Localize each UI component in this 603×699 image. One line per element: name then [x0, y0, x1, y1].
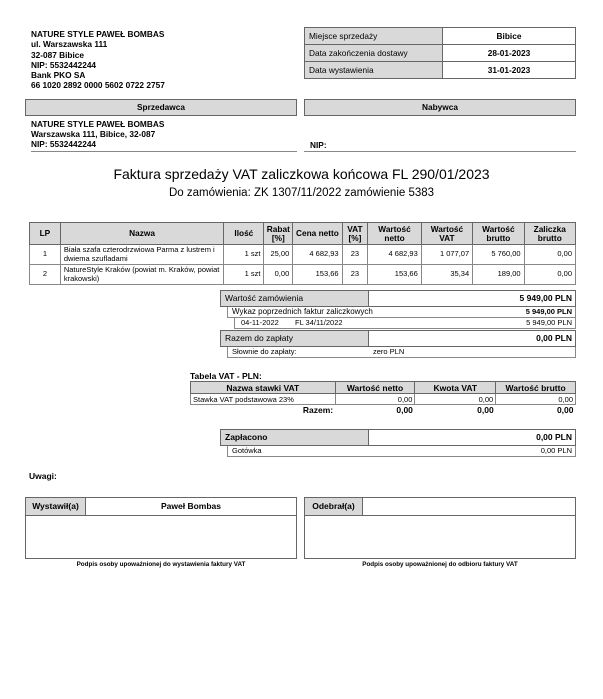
seller-bank: Bank PKO SA — [31, 70, 86, 81]
paid-label: Zapłacono — [221, 430, 369, 445]
seller-street: ul. Warszawska 111 — [31, 39, 108, 50]
item-qty: 1 szt — [224, 265, 264, 285]
item-net-value: 153,66 — [368, 265, 421, 285]
amount-in-words-label: Słownie do zapłaty: — [232, 347, 297, 356]
item-net-price: 153,66 — [293, 265, 342, 285]
seller-party-nip: NIP: 5532442244 — [31, 139, 97, 149]
place-of-sale-value: Bibice — [443, 28, 576, 45]
item-net-value: 4 682,93 — [368, 245, 421, 265]
item-discount: 25,00 — [264, 245, 293, 265]
total-to-pay-amount: 0,00 PLN — [536, 333, 572, 343]
issuer-signature-box — [25, 497, 297, 559]
vat-net: 0,00 — [335, 394, 415, 405]
table-row — [30, 245, 576, 265]
item-advance-gross: 0,00 — [524, 245, 575, 265]
invoice-title: Faktura sprzedaży VAT zaliczkowa końcowa FL 290/01/2023 — [113, 166, 490, 182]
col-name: Nazwa — [60, 223, 223, 245]
seller-party-address: Warszawska 111, Bibice, 32-087 — [31, 129, 156, 139]
issuer-signature-header — [26, 498, 296, 516]
invoice-meta-table — [304, 27, 576, 79]
payment-method-row — [227, 446, 576, 457]
meta-row-delivery — [305, 45, 576, 62]
payment-method-label: Gotówka — [232, 446, 262, 455]
item-discount: 0,00 — [264, 265, 293, 285]
order-value-amount: 5 949,00 PLN — [519, 293, 572, 303]
vat-total-label: Razem: — [302, 405, 334, 416]
items-table — [29, 222, 576, 285]
vat-col-gross: Wartość brutto — [496, 382, 576, 394]
previous-invoice-item — [234, 318, 576, 329]
vat-table-title: Tabela VAT - PLN: — [190, 371, 262, 381]
payment-method-amount: 0,00 PLN — [540, 446, 572, 455]
meta-row-issue — [305, 62, 576, 79]
item-advance-gross: 0,00 — [524, 265, 575, 285]
item-vat-value: 1 077,07 — [421, 245, 472, 265]
col-net-value: Wartość netto — [368, 223, 421, 245]
seller-account-number: 66 1020 2892 0000 5602 0722 2757 — [31, 80, 165, 91]
items-header-row — [30, 223, 576, 245]
item-lp: 1 — [30, 245, 61, 265]
col-advance-gross: Zaliczka brutto — [524, 223, 575, 245]
previous-invoices-total: 5 949,00 PLN — [525, 307, 572, 316]
delivery-date-value: 28-01-2023 — [443, 45, 576, 62]
col-discount: Rabat [%] — [264, 223, 293, 245]
seller-header — [31, 29, 165, 91]
col-gross-value: Wartość brutto — [473, 223, 524, 245]
issue-date-value: 31-01-2023 — [443, 62, 576, 79]
seller-nip: NIP: 5532442244 — [31, 59, 97, 70]
vat-col-net: Wartość netto — [335, 382, 415, 394]
vat-total-row — [191, 405, 576, 417]
issuer-name: Paweł Bombas — [161, 501, 221, 511]
item-vat-rate: 23 — [342, 245, 368, 265]
issuer-label: Wystawił(a) — [26, 498, 86, 515]
total-to-pay-label: Razem do zapłaty — [221, 331, 369, 346]
vat-col-rate-name: Nazwa stawki VAT — [191, 382, 336, 394]
order-value-label: Wartość zamówienia — [221, 291, 369, 306]
vat-total-vat: 0,00 — [477, 405, 494, 416]
receiver-name — [363, 498, 575, 515]
receiver-signature-caption: Podpis osoby upoważnionej do odbioru faktury VAT — [362, 561, 518, 568]
previous-invoices-label: Wykaz poprzednich faktur zaliczkowych — [232, 307, 373, 316]
previous-invoice-date: 04-11-2022 — [241, 318, 279, 327]
item-net-price: 4 682,93 — [293, 245, 342, 265]
previous-invoice-value: 5 949,00 PLN — [526, 318, 572, 327]
place-of-sale-label: Miejsce sprzedaży — [305, 28, 443, 45]
seller-city: 32-087 Bibice — [31, 49, 85, 60]
invoice-subtitle: Do zamówienia: ZK 1307/11/2022 zamówienie 5383 — [168, 187, 435, 199]
amount-in-words-value: zero PLN — [373, 347, 405, 356]
amount-in-words-row — [227, 347, 576, 358]
issue-date-label: Data wystawienia — [305, 62, 443, 79]
col-qty: Ilość — [224, 223, 264, 245]
previous-invoice-number: FL 34/11/2022 — [295, 318, 343, 327]
paid-row — [220, 429, 576, 446]
col-vat-value: Wartość VAT — [421, 223, 472, 245]
vat-total-net: 0,00 — [396, 405, 413, 416]
table-row — [191, 394, 576, 405]
delivery-date-label: Data zakończenia dostawy — [305, 45, 443, 62]
col-net-price: Cena netto — [293, 223, 342, 245]
item-lp: 2 — [30, 265, 61, 285]
col-lp: LP — [30, 223, 61, 245]
receiver-signature-box — [304, 497, 576, 559]
receiver-signature-header — [305, 498, 575, 516]
col-vat-rate: VAT [%] — [342, 223, 368, 245]
vat-gross: 0,00 — [496, 394, 576, 405]
seller-section-heading: Sprzedawca — [25, 99, 297, 116]
previous-advance-invoices-row — [227, 307, 576, 318]
issuer-signature-caption: Podpis osoby upoważnionej do wystawienia faktury VAT — [76, 561, 246, 568]
seller-party-name: NATURE STYLE PAWEŁ BOMBAS — [31, 119, 165, 129]
vat-rate-name: Stawka VAT podstawowa 23% — [191, 394, 336, 405]
meta-row-place — [305, 28, 576, 45]
item-vat-rate: 23 — [342, 265, 368, 285]
item-qty: 1 szt — [224, 245, 264, 265]
paid-amount: 0,00 PLN — [536, 432, 572, 442]
table-row — [30, 265, 576, 285]
item-gross-value: 189,00 — [473, 265, 524, 285]
seller-company-name: NATURE STYLE PAWEŁ BOMBAS — [31, 29, 165, 39]
buyer-nip: NIP: — [310, 140, 327, 150]
vat-amount: 0,00 — [415, 394, 496, 405]
notes-label: Uwagi: — [29, 471, 57, 481]
vat-total-gross: 0,00 — [556, 405, 574, 416]
vat-col-vat: Kwota VAT — [415, 382, 496, 394]
receiver-label: Odebrał(a) — [305, 498, 363, 515]
total-to-pay-row — [220, 330, 576, 347]
item-gross-value: 5 760,00 — [473, 245, 524, 265]
item-name: NatureStyle Kraków (powiat m. Kraków, powiat krakowski) — [60, 265, 223, 285]
seller-details — [31, 119, 297, 152]
order-value-row — [220, 290, 576, 307]
vat-header-row — [191, 382, 576, 394]
vat-table — [190, 381, 576, 417]
item-name: Biała szafa czterodrzwiowa Parma z lustrem i dwiema szufladami — [60, 245, 223, 265]
buyer-section-heading: Nabywca — [304, 99, 576, 116]
item-vat-value: 35,34 — [421, 265, 472, 285]
buyer-details — [304, 119, 576, 152]
